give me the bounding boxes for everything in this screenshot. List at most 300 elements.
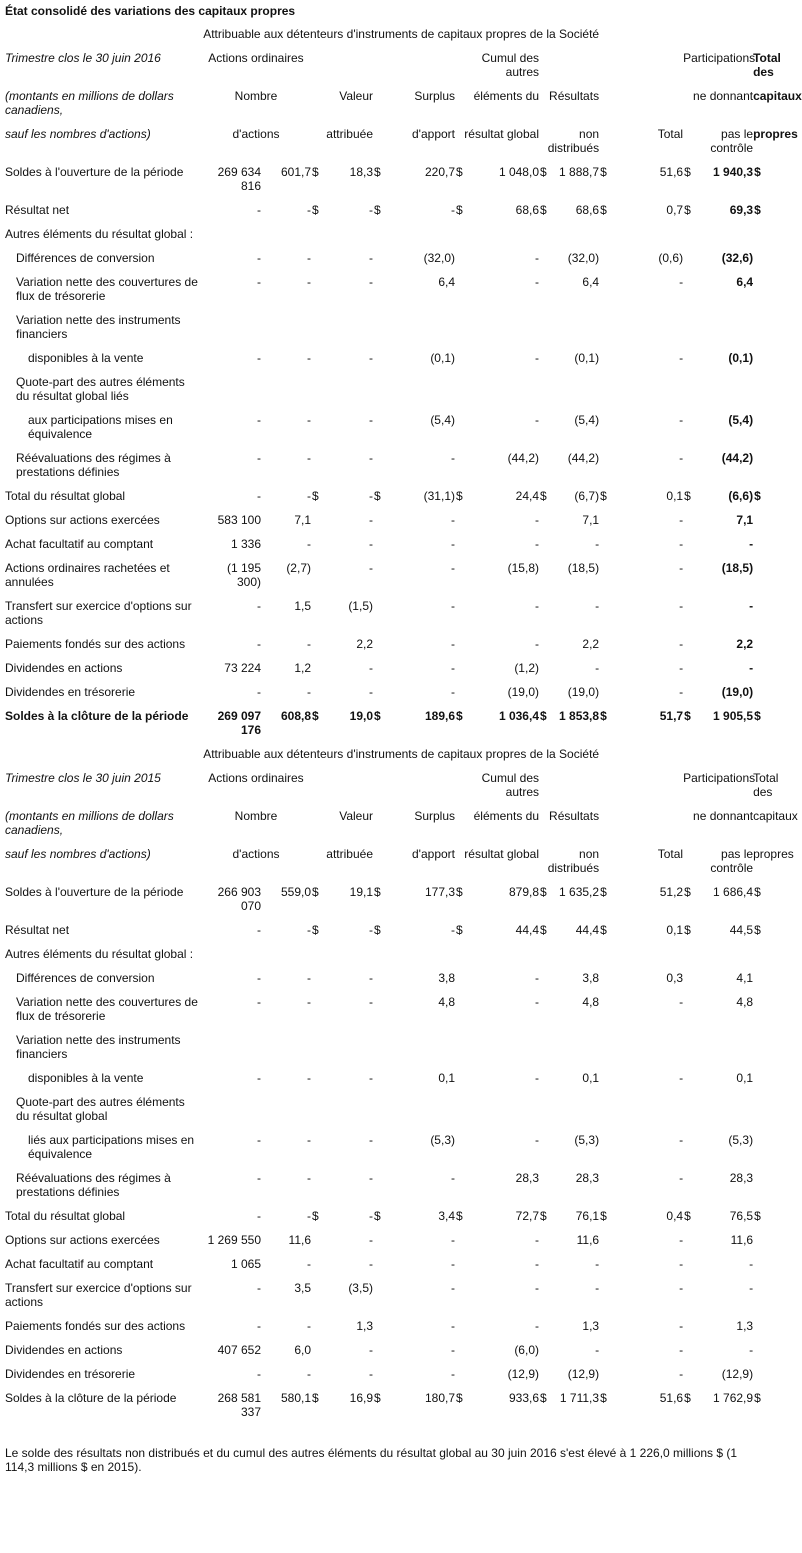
value-cell: (18,5) [567,561,600,575]
value-cell: - [451,1319,455,1333]
dollar-sign [311,408,323,446]
dollar-sign [753,966,765,990]
value-cell: (31,1) [423,489,455,503]
value-cell: - [679,661,684,675]
value-cell: - [535,1133,539,1147]
dollar-sign [683,1252,695,1276]
column-header-row [5,804,765,842]
value-cell: - [307,251,311,265]
value-cell: - [257,923,261,937]
row-label: Réévaluations des régimes à prestations définies [16,1171,171,1199]
dollar-sign [539,1362,551,1386]
dollar-sign [455,1252,467,1276]
value-cell: (19,0) [507,685,539,699]
dollar-sign [539,594,551,632]
value-cell [201,370,261,408]
dollar-sign [373,222,385,246]
header-cell: attribuée [326,127,373,141]
dollar-sign [753,308,765,346]
value-cell: 68,6 [575,203,600,217]
dollar-sign [539,446,551,484]
header-cell: d'apport [412,847,455,861]
value-cell [467,308,539,346]
dollar-sign [753,990,765,1028]
value-cell: - [535,275,539,289]
dollar-sign [455,656,467,680]
dollar-sign [753,270,765,308]
value-cell: (44,2) [567,451,600,465]
value-cell: - [307,637,311,651]
dollar-sign [455,270,467,308]
dollar-sign [311,556,323,594]
table-row [5,1228,765,1252]
row-label: Achat facultatif au comptant [5,537,154,551]
dollar-sign [311,1028,323,1066]
header-cell [373,46,455,84]
dollar-sign [539,1314,551,1338]
value-cell: 51,6 [659,165,684,179]
dollar-sign [311,1128,323,1166]
value-cell: 24,4 [515,489,539,503]
table-row [5,408,765,446]
value-cell: - [257,451,261,465]
dollar-sign [539,270,551,308]
value-cell: 220,7 [424,165,455,179]
dollar-sign: $ [540,489,547,503]
dollar-sign [311,446,323,484]
table-row [5,680,765,704]
value-cell [467,370,539,408]
value-cell: 6,4 [582,275,600,289]
table-row [5,160,765,198]
value-cell: - [679,451,684,465]
dollar-sign [753,408,765,446]
dollar-sign [599,1028,611,1066]
value-cell: - [679,537,684,551]
dollar-sign [311,1090,323,1128]
dollar-sign: $ [374,489,381,503]
dollar-sign [455,1276,467,1314]
dollar-sign [753,1028,765,1066]
header-cell: Surplus [414,89,455,103]
value-cell: 1 888,7 [559,165,600,179]
value-cell: 11,6 [288,1233,311,1247]
value-cell [261,1090,311,1128]
dollar-sign [455,594,467,632]
value-cell [323,222,373,246]
dollar-sign: $ [374,203,381,217]
dollar-sign: $ [600,1209,607,1223]
dollar-sign [599,408,611,446]
value-cell: 44,4 [515,923,539,937]
dollar-sign [311,1276,323,1314]
value-cell: - [679,561,684,575]
dollar-sign: $ [600,489,607,503]
header-cell: propres [753,847,794,861]
dollar-sign [753,1362,765,1386]
dollar-sign [753,1314,765,1338]
value-cell: 11,6 [576,1233,600,1247]
value-cell [551,308,599,346]
dollar-sign [683,408,695,446]
value-cell [611,308,683,346]
table-row [5,556,765,594]
value-cell [385,942,455,966]
dollar-sign [311,966,323,990]
dollar-sign [753,1166,765,1204]
header-cell: ne donnant [693,89,754,103]
value-cell: - [307,1209,311,1223]
value-cell: - [679,637,684,651]
value-cell: 601,7 [280,165,311,179]
value-cell: 44,4 [575,923,600,937]
value-cell: - [451,599,455,613]
dollar-sign: $ [456,489,463,503]
dollar-sign [311,680,323,704]
value-cell: - [369,561,373,575]
header-cell: d'actions [232,847,280,861]
dollar-sign [311,1166,323,1204]
dollar-sign [683,1128,695,1166]
dollar-sign [683,1066,695,1090]
value-cell: (15,8) [507,561,539,575]
dollar-sign: $ [684,203,691,217]
value-cell: - [257,203,261,217]
header-cell: Nombre [234,809,278,823]
dollar-sign [599,532,611,556]
value-cell: 4,8 [582,995,600,1009]
dollar-sign [683,680,695,704]
value-cell: - [257,685,261,699]
dollar-sign: $ [456,885,463,899]
value-cell: 2,2 [356,637,373,651]
value-cell: - [307,537,311,551]
table-row [5,1362,765,1386]
row-label: Transfert sur exercice d'options sur actions [5,1281,192,1309]
value-cell: - [369,1367,373,1381]
dollar-sign [373,1028,385,1066]
value-cell: 608,8 [280,709,311,723]
dollar-sign: $ [754,709,761,723]
row-label: Soldes à la clôture de la période [5,709,189,723]
dollar-sign [455,408,467,446]
header-cell: Valeur [339,809,373,823]
value-cell: 28,3 [575,1171,600,1185]
value-cell [385,370,455,408]
value-cell: - [257,599,261,613]
dollar-sign [599,246,611,270]
row-label: Variation nette des instruments financiers [16,1033,181,1061]
header-cell-label: sauf les nombres d'actions) [5,127,151,141]
value-cell: - [535,637,539,651]
value-cell: - [257,1133,261,1147]
row-label: Réévaluations des régimes à prestations définies [16,451,171,479]
dollar-sign: $ [684,1209,691,1223]
value-cell: - [535,599,539,613]
dollar-sign [683,632,695,656]
table-row [5,594,765,632]
table-row [5,370,765,408]
header-cell: pas le contrôle [710,127,754,155]
value-cell: - [749,1257,754,1271]
dollar-sign [753,942,765,966]
dollar-sign [753,680,765,704]
dollar-sign: $ [540,923,547,937]
dollar-sign [599,594,611,632]
value-cell: - [257,1209,261,1223]
value-cell: - [257,1319,261,1333]
value-cell: - [369,351,373,365]
dollar-sign: $ [600,165,607,179]
dollar-sign [753,446,765,484]
value-cell: - [451,537,455,551]
value-cell: 73 224 [224,661,261,675]
dollar-sign [599,1228,611,1252]
value-cell: (5,3) [574,1133,600,1147]
row-label: Résultat net [5,203,70,217]
dollar-sign: $ [312,1391,319,1405]
value-cell: (1,2) [514,661,539,675]
header-cell [311,46,373,84]
value-cell: 51,6 [659,1391,684,1405]
value-cell: 7,1 [736,513,754,527]
value-cell [695,1028,753,1066]
dollar-sign [455,556,467,594]
dollar-sign: $ [312,203,319,217]
dollar-sign [311,656,323,680]
value-cell: - [679,351,684,365]
value-cell [467,222,539,246]
dollar-sign [455,1228,467,1252]
dollar-sign [311,346,323,370]
dollar-sign [599,446,611,484]
header-cell: Valeur [339,89,373,103]
value-cell: (44,2) [721,451,754,465]
table-row [5,1204,765,1228]
value-cell: - [369,203,373,217]
dollar-sign [455,446,467,484]
value-cell: - [749,1281,754,1295]
dollar-sign [311,1314,323,1338]
value-cell: (19,0) [567,685,600,699]
value-cell [695,308,753,346]
dollar-sign [455,1314,467,1338]
value-cell: (6,0) [514,1343,539,1357]
dollar-sign [373,508,385,532]
dollar-sign [539,1028,551,1066]
header-cell: éléments du [473,809,539,823]
dollar-sign [753,222,765,246]
row-label: Options sur actions exercées [5,1233,160,1247]
value-cell: (5,4) [728,413,754,427]
dollar-sign [599,1166,611,1204]
value-cell: - [749,537,754,551]
value-cell: (0,1) [574,351,600,365]
value-cell: - [451,1171,455,1185]
value-cell: - [451,1343,455,1357]
value-cell: 269 097 176 [217,709,261,737]
value-cell: 28,3 [729,1171,754,1185]
value-cell: - [451,1281,455,1295]
value-cell: - [679,1133,684,1147]
value-cell: - [679,1367,684,1381]
value-cell [323,942,373,966]
dollar-sign [455,308,467,346]
value-cell: - [369,1133,373,1147]
value-cell: (2,7) [286,561,311,575]
value-cell: - [535,513,539,527]
dollar-sign [753,556,765,594]
value-cell [551,1090,599,1128]
value-cell [551,1028,599,1066]
table-row [5,704,765,742]
dollar-sign [455,370,467,408]
value-cell: 0,4 [666,1209,684,1223]
dollar-sign [373,556,385,594]
value-cell: - [535,251,539,265]
value-cell: - [451,1257,455,1271]
dollar-sign [455,680,467,704]
dollar-sign: $ [456,709,463,723]
dollar-sign [599,656,611,680]
value-cell: - [595,537,600,551]
value-cell: - [535,1071,539,1085]
dollar-sign [599,966,611,990]
value-cell: - [257,489,261,503]
value-cell: - [307,413,311,427]
row-label: Quote-part des autres éléments du résultat global [16,1095,185,1123]
value-cell: - [451,203,455,217]
table-row [5,656,765,680]
value-cell: - [679,1233,684,1247]
dollar-sign: $ [374,923,381,937]
value-cell [261,370,311,408]
value-cell: (18,5) [721,561,754,575]
table-row [5,966,765,990]
value-cell: 19,1 [349,885,373,899]
value-cell: - [369,1071,373,1085]
value-cell: - [307,351,311,365]
row-label: Dividendes en actions [5,1343,123,1357]
dollar-sign: $ [374,165,381,179]
value-cell [261,1028,311,1066]
dollar-sign [599,1090,611,1128]
value-cell: (32,0) [423,251,455,265]
dollar-sign [373,1228,385,1252]
dollar-sign [683,270,695,308]
dollar-sign [753,1228,765,1252]
dollar-sign [753,1128,765,1166]
value-cell: 2,2 [736,637,754,651]
dollar-sign [539,408,551,446]
dollar-sign [539,632,551,656]
value-cell: 4,1 [736,971,754,985]
column-header-row [5,84,765,122]
row-label: liés aux participations mises en équivalence [28,1133,195,1161]
dollar-sign: $ [374,885,381,899]
value-cell: - [451,1233,455,1247]
dollar-sign: $ [540,709,547,723]
dollar-sign [373,1252,385,1276]
row-label: Résultat net [5,923,70,937]
dollar-sign [599,1128,611,1166]
value-cell [261,222,311,246]
value-cell [611,222,683,246]
header-cell: d'apport [412,127,455,141]
value-cell: - [307,1071,311,1085]
dollar-sign [683,1090,695,1128]
value-cell: 2,2 [582,637,600,651]
dollar-sign: $ [754,885,761,899]
value-cell: 879,8 [508,885,539,899]
dollar-sign: $ [312,489,319,503]
dollar-sign [373,246,385,270]
dollar-sign [455,1166,467,1204]
row-label: Actions ordinaires rachetées et annulées [5,561,170,589]
spacer [5,22,201,46]
value-cell: 3,8 [438,971,455,985]
dollar-sign [753,370,765,408]
value-cell: - [369,451,373,465]
value-cell: (5,3) [430,1133,455,1147]
row-label: Paiements fondés sur des actions [5,1319,186,1333]
dollar-sign [599,222,611,246]
value-cell: - [535,413,539,427]
dollar-sign [683,1314,695,1338]
dollar-sign: $ [754,165,761,179]
value-cell [323,370,373,408]
value-cell: 51,2 [659,885,684,899]
dollar-sign [683,222,695,246]
header-cell: Nombre [234,89,278,103]
value-cell: - [679,413,684,427]
value-cell: 559,0 [280,885,311,899]
table-row [5,246,765,270]
value-cell: - [257,275,261,289]
value-cell: - [451,923,455,937]
value-cell: - [679,1257,684,1271]
column-header-row [5,766,765,804]
dollar-sign [683,942,695,966]
dollar-sign [599,1338,611,1362]
row-label: Différences de conversion [16,251,155,265]
header-cell: Total [657,847,684,861]
header-cell-label: (montants en millions de dollars canadiens, [5,809,174,837]
header-cell: propres [753,127,798,141]
header-cell: Total des [753,51,781,79]
value-cell: - [595,1281,600,1295]
value-cell: 1 853,8 [559,709,600,723]
dollar-sign [599,680,611,704]
value-cell: 51,7 [659,709,684,723]
dollar-sign: $ [540,1391,547,1405]
value-cell: - [369,513,373,527]
dollar-sign [373,632,385,656]
value-cell [611,1090,683,1128]
column-header-row [5,46,765,84]
row-label: aux participations mises en équivalence [28,413,173,441]
table-row [5,990,765,1028]
value-cell: - [307,995,311,1009]
value-cell: - [307,971,311,985]
value-cell: 1,3 [736,1319,754,1333]
dollar-sign [373,1362,385,1386]
value-cell: - [595,1343,600,1357]
dollar-sign [753,656,765,680]
dollar-sign [539,1166,551,1204]
value-cell: - [257,413,261,427]
dollar-sign [539,346,551,370]
